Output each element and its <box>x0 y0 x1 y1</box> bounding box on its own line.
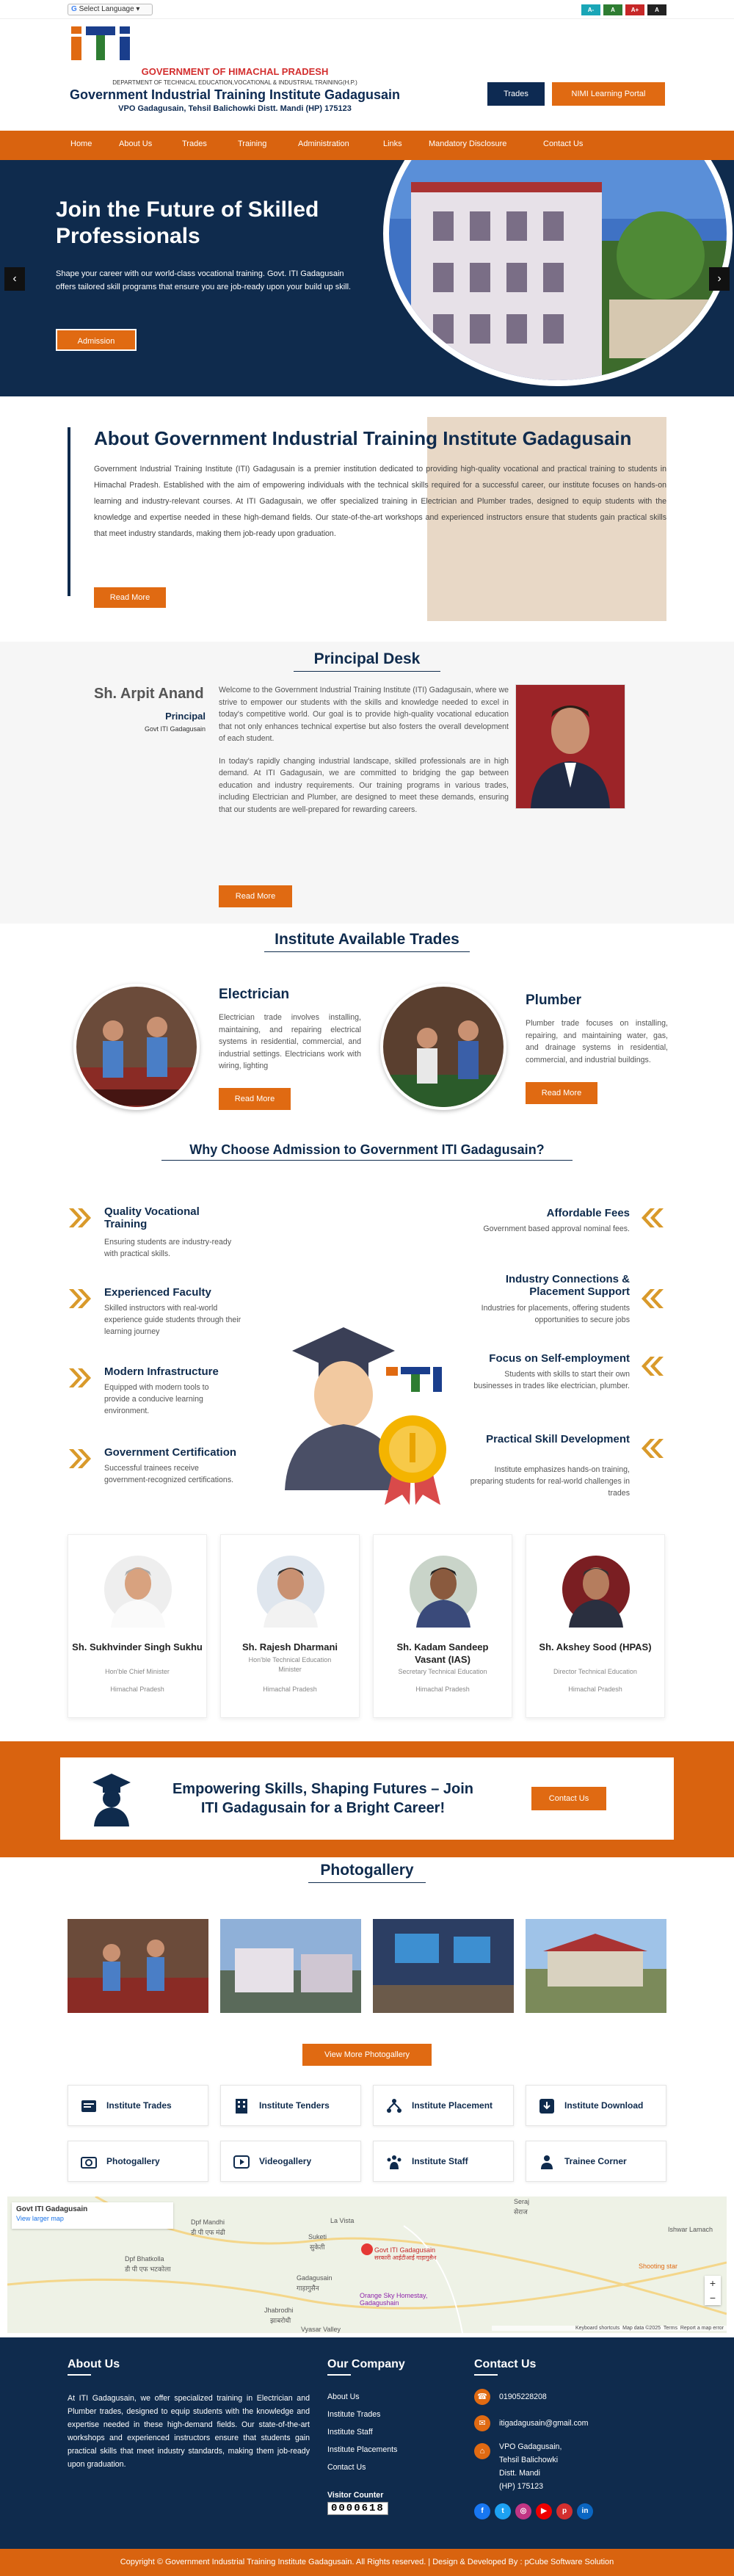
prev-slide-arrow-icon[interactable]: ‹ <box>4 267 25 291</box>
nav-contact[interactable]: Contact Us <box>543 139 584 148</box>
avatar <box>103 1551 172 1628</box>
cta-contact-button[interactable]: Contact Us <box>531 1787 606 1810</box>
quick-link-tenders[interactable]: Institute Tenders <box>220 2085 361 2126</box>
chevron-arrow-icon <box>640 1355 665 1377</box>
chevron-arrow-icon <box>640 1288 665 1310</box>
cta-band <box>0 1741 734 1857</box>
cta-text: Empowering Skills, Shaping Futures – Join ITI Gadagusain for a Bright Career! <box>172 1781 474 1816</box>
font-increase-button[interactable]: A+ <box>625 4 644 15</box>
building-icon <box>233 2097 250 2115</box>
principal-org: Govt ITI Gadagusain <box>144 725 206 733</box>
visitor-counter-label: Visitor Counter <box>327 2491 384 2500</box>
official-card <box>220 1534 360 1718</box>
chevron-arrow-icon <box>68 1207 92 1229</box>
camera-icon <box>80 2153 98 2171</box>
footer-contact-heading: Contact Us <box>474 2358 537 2370</box>
footer-link-placements[interactable]: Institute Placements <box>327 2445 398 2454</box>
govt-title: GOVERNMENT OF HIMACHAL PRADESH <box>141 66 329 77</box>
dept-title: DEPARTMENT OF TECHNICAL EDUCATION,VOCATIONAL & INDUSTRIAL TRAINING(H.P.) <box>112 79 357 86</box>
quick-link-download[interactable]: Institute Download <box>526 2085 666 2126</box>
official-role: Hon'ble Technical Education Minister <box>248 1656 332 1673</box>
why-cert-desc: Successful trainees receive government-recognized certifications. <box>104 1464 234 1484</box>
institute-address: VPO Gadagusain, Tehsil Balichowki Distt. Mandi (HP) 175123 <box>118 104 352 113</box>
why-industry-title: Industry Connections & Placement Support <box>505 1273 630 1298</box>
why-infra-desc: Equipped with modern tools to provide a conducive learning environment. <box>104 1383 209 1415</box>
admission-button[interactable]: Admission <box>56 329 137 351</box>
principal-name: Sh. Arpit Anand <box>94 686 204 702</box>
quick-link-staff[interactable]: Institute Staff <box>373 2141 514 2182</box>
trade-electrician-desc: Electrician trade involves installing, maintaining, and repairing electrical systems in residential, commercial, and industrial settings. Electricians work with wiring, lighting <box>219 1013 361 1070</box>
visitor-counter-value: 0000618 <box>327 2502 388 2515</box>
why-selfemp-desc: Students with skills to start their own businesses in trades like electrician, plumber. <box>473 1370 630 1390</box>
map-zoom-controls[interactable]: + − <box>705 2276 721 2305</box>
official-place: Himachal Pradesh <box>263 1686 317 1693</box>
heading-underline <box>68 2374 91 2376</box>
font-decrease-button[interactable]: A- <box>581 4 600 15</box>
map-attribution: Keyboard shortcuts Map data ©2025 Terms Report a map error <box>492 2326 727 2331</box>
trades-heading: Institute Available Trades <box>275 931 459 948</box>
quick-link-photogallery[interactable]: Photogallery <box>68 2141 208 2182</box>
official-name: Sh. Sukhvinder Singh Sukhu <box>72 1641 203 1652</box>
map-place-name: Govt ITI Gadagusain <box>16 2205 88 2213</box>
principal-portrait <box>516 685 625 808</box>
about-read-more-button[interactable]: Read More <box>94 587 166 608</box>
contrast-button[interactable]: A <box>647 4 666 15</box>
avatar <box>256 1551 325 1628</box>
team-icon <box>385 2153 403 2171</box>
why-industry-desc: Industries for placements, offering students opportunities to secure jobs <box>481 1304 630 1324</box>
footer-about-text: At ITI Gadagusain, we offer specialized training in Electrician and Plumber trades, designed to equip students with the knowledge and expertise needed in these high-demand fields. Our state-of-the-art workshops and experienced instructors ensure that students gain practical skills that meet industry standards, making them job-ready upon graduation. <box>68 2394 310 2469</box>
official-name: Sh. Rajesh Dharmani <box>241 1641 338 1652</box>
nimi-portal-button[interactable]: NIMI Learning Portal <box>552 82 665 106</box>
official-role: Hon'ble Chief Minister <box>105 1668 170 1675</box>
quick-link-placement[interactable]: Institute Placement <box>373 2085 514 2126</box>
chevron-arrow-icon <box>640 1437 665 1459</box>
map-info-box <box>12 2202 173 2229</box>
plumber-image <box>380 984 506 1110</box>
official-role: Director Technical Education <box>553 1668 637 1675</box>
principal-role: Principal <box>165 711 206 722</box>
footer-email[interactable]: itigadagusain@gmail.com <box>499 2419 589 2428</box>
youtube-icon[interactable]: ▶ <box>536 2503 552 2519</box>
why-heading: Why Choose Admission to Government ITI Gadagusain? <box>189 1142 545 1157</box>
chevron-arrow-icon <box>68 1288 92 1310</box>
footer-link-staff[interactable]: Institute Staff <box>327 2428 373 2437</box>
copyright-bar: Copyright © Government Industrial Training Institute Gadagusain. All Rights reserved. | Design & Developed By : pCube Software Solution <box>0 2549 734 2576</box>
official-card <box>373 1534 512 1718</box>
principal-heading: Principal Desk <box>313 650 421 667</box>
footer-link-trades[interactable]: Institute Trades <box>327 2410 381 2419</box>
why-faculty-title: Experienced Faculty <box>104 1286 211 1299</box>
phone-icon: ☎ <box>474 2389 490 2405</box>
top-bar <box>0 0 734 19</box>
official-role: Secretary Technical Education <box>398 1668 487 1675</box>
graduate-illustration <box>277 1321 461 1505</box>
official-card <box>68 1534 207 1718</box>
graduate-icon <box>90 1771 134 1826</box>
chevron-arrow-icon <box>68 1448 92 1470</box>
principal-para-1: Welcome to the Government Industrial Training Institute (ITI) Gadagusain, where we strive to empower our students with the skills and knowledge needed to excel in today's competitive world. Our goal is to provide high-quality vocational education that not only enhances technical expertise but also fosters the overall development of each student. <box>219 686 509 743</box>
hero-title: Join the Future of Skilled Professionals <box>56 197 319 248</box>
hero-image <box>382 160 734 396</box>
user-icon <box>538 2153 556 2171</box>
electrician-read-more-button[interactable]: Read More <box>219 1088 291 1110</box>
why-faculty-desc: Skilled instructors with real-world experience guide students through their learning journey <box>104 1304 241 1336</box>
why-quality-title: Quality Vocational Training <box>104 1205 200 1230</box>
nav-links[interactable]: Links <box>383 139 402 148</box>
heading-underline <box>294 671 440 672</box>
heading-underline <box>161 1160 573 1161</box>
view-larger-map-link[interactable]: View larger map <box>16 2215 64 2222</box>
quick-link-trainee-corner[interactable]: Trainee Corner <box>526 2141 666 2182</box>
avatar <box>409 1551 478 1628</box>
why-selfemp-title: Focus on Self-employment <box>489 1352 630 1365</box>
hero-description: Shape your career with our world-class vocational training. Govt. ITI Gadagusain offers tailored skill programs that ensure you are job-ready upon your build up skill. <box>56 269 352 291</box>
official-card <box>526 1534 665 1718</box>
gallery-photo[interactable] <box>220 1919 361 2013</box>
users-icon <box>80 2097 98 2115</box>
plumber-read-more-button[interactable]: Read More <box>526 1082 597 1104</box>
footer-phone[interactable]: 01905228208 <box>499 2392 547 2401</box>
footer-company-heading: Our Company <box>327 2358 405 2370</box>
principal-para-2: In today's rapidly changing industrial landscape, skilled professionals are in high demand. At ITI Gadagusain, we are committed to bridging the gap between education and industry requirements. Our training programs in various trades, including Electrician and Plumber, are designed to meet these demands, ensuring that our students are well-prepared for rewarding careers. <box>219 756 509 814</box>
trade-plumber-desc: Plumber trade focuses on installing, repairing, and maintaining water, gas, and drainage systems in residential, commercial, and industrial buildings. <box>526 1019 668 1064</box>
chevron-arrow-icon <box>68 1367 92 1389</box>
trades-button[interactable]: Trades <box>487 82 545 106</box>
iti-logo[interactable] <box>70 23 150 62</box>
official-name: Sh. Akshey Sood (HPAS) <box>539 1641 652 1652</box>
heading-underline <box>308 1882 426 1883</box>
quick-link-videogallery[interactable]: Videogallery <box>220 2141 361 2182</box>
why-practical-title: Practical Skill Development <box>486 1433 630 1445</box>
electrician-image <box>73 984 200 1110</box>
nav-administration[interactable]: Administration <box>298 139 349 148</box>
gallery-photo[interactable] <box>68 1919 208 2013</box>
font-normal-button[interactable]: A <box>603 4 622 15</box>
nav-trades[interactable]: Trades <box>182 139 207 148</box>
about-accent-bar <box>68 427 70 596</box>
about-text: Government Industrial Training Institute (ITI) Gadagusain is a premier institution dedicated to providing high-quality vocational and practical training to students in Himachal Pradesh. Established with the aim of empowering individuals with the technical skills required for a successful career, our institute focuses on hands-on learning and industry-relevant courses. At ITI Gadagusain, we offer specialized training in Electrician and Plumber trades, designed to equip students with the knowledge and expertise needed in these high-demand fields. Our state-of-the-art workshops and experienced instructors ensure that students gain practical skills that meet industry standards, making them job-ready upon graduation. <box>94 465 666 538</box>
location-map[interactable]: Govt ITI Gadagusain View larger map Dpf Mandhi डी पी एफ मंढी Dpf Bhatkolla डी पी एफ भटकोला Suketi सुकेती Gadagusain गाड़ागुसैन Jhabrodhi झाबरोधी Seraj सेराज Shooting star Govt ITI Gadagusain सरकारी आईटीआई गाड़ागुसैन Orange Sky Homestay, Gadagushain La Vista Vyasar Valley Ishwar Lamach + − Keyboard shortcuts Map data ©2025 Terms Report a map error <box>7 2196 727 2333</box>
pinterest-icon[interactable]: p <box>556 2503 573 2519</box>
footer-link-contact[interactable]: Contact Us <box>327 2463 366 2472</box>
official-place: Himachal Pradesh <box>568 1686 622 1693</box>
official-name: Sh. Kadam Sandeep Vasant (IAS) <box>396 1641 489 1665</box>
heading-underline <box>264 951 470 952</box>
avatar <box>562 1551 631 1628</box>
why-quality-desc: Ensuring students are industry-ready with practical skills. <box>104 1238 232 1258</box>
nav-mandatory-disclosure[interactable]: Mandatory Disclosure <box>429 139 507 148</box>
hero-slider <box>0 160 734 396</box>
trade-electrician-title: Electrician <box>219 987 290 1002</box>
linkedin-icon[interactable]: in <box>577 2503 593 2519</box>
site-header <box>0 19 734 131</box>
trade-plumber-title: Plumber <box>526 993 582 1008</box>
language-select[interactable]: G Select Language ▾ <box>68 4 153 15</box>
play-icon <box>233 2153 250 2171</box>
next-slide-arrow-icon[interactable]: › <box>709 267 730 291</box>
why-cert-title: Government Certification <box>104 1446 237 1459</box>
why-fees-desc: Government based approval nominal fees. <box>483 1224 630 1233</box>
institute-title: Government Industrial Training Institute Gadagusain <box>69 87 401 102</box>
principal-read-more-button[interactable]: Read More <box>219 885 292 907</box>
email-icon: ✉ <box>474 2415 490 2431</box>
footer-link-about[interactable]: About Us <box>327 2392 360 2401</box>
why-infra-title: Modern Infrastructure <box>104 1365 219 1378</box>
location-icon: ⌂ <box>474 2443 490 2459</box>
principal-message <box>219 684 509 816</box>
nav-home[interactable]: Home <box>70 139 92 148</box>
instagram-icon[interactable]: ◎ <box>515 2503 531 2519</box>
why-fees-title: Affordable Fees <box>546 1207 630 1219</box>
site-footer <box>0 2337 734 2549</box>
google-g-icon: G <box>71 5 77 13</box>
gallery-photo[interactable] <box>373 1919 514 2013</box>
footer-address: VPO Gadagusain, Tehsil Balichowki Distt. Mandi (HP) 175123 <box>499 2442 562 2491</box>
footer-about-heading: About Us <box>68 2358 120 2370</box>
nav-training[interactable]: Training <box>238 139 267 148</box>
main-nav <box>0 131 734 160</box>
heading-underline <box>474 2374 498 2376</box>
principal-photo <box>515 684 625 809</box>
official-place: Himachal Pradesh <box>110 1686 164 1693</box>
quick-link-trades[interactable]: Institute Trades <box>68 2085 208 2126</box>
why-practical-desc: Institute emphasizes hands-on training, preparing students for real-world challenges in trades <box>470 1465 630 1498</box>
nav-about[interactable]: About Us <box>119 139 153 148</box>
view-more-gallery-button[interactable]: View More Photogallery <box>302 2044 432 2066</box>
download-icon <box>538 2097 556 2115</box>
about-title: About Government Industrial Training Institute Gadagusain <box>94 427 632 449</box>
network-icon <box>385 2097 403 2115</box>
cta-box <box>60 1757 674 1840</box>
twitter-icon[interactable]: t <box>495 2503 511 2519</box>
heading-underline <box>327 2374 351 2376</box>
gallery-photo[interactable] <box>526 1919 666 2013</box>
gallery-heading: Photogallery <box>320 1862 414 1879</box>
facebook-icon[interactable]: f <box>474 2503 490 2519</box>
chevron-arrow-icon <box>640 1207 665 1229</box>
official-place: Himachal Pradesh <box>415 1686 470 1693</box>
